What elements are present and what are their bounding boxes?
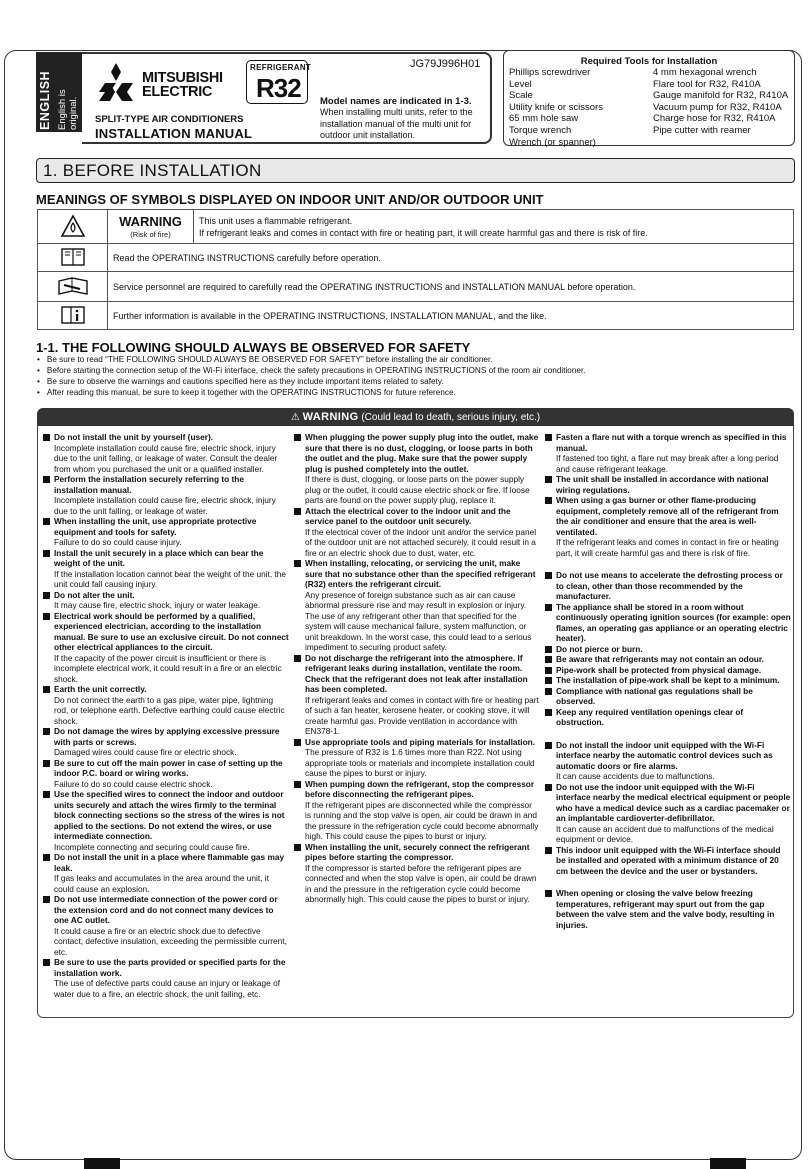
tool-item: Gauge manifold for R32, R410A — [653, 90, 789, 102]
warning-item-detail: Do not connect the earth to a gas pipe, water pipe, lightning rod, or telephone earth. Defective earthing could cause electric shock. — [54, 694, 285, 726]
bullet-square-icon — [545, 847, 552, 854]
bullet-square-icon — [545, 709, 552, 716]
bullet-square-icon — [294, 844, 301, 851]
section-title: 1. BEFORE INSTALLATION — [43, 161, 262, 180]
warning-item-heading: Do not install the unit by yourself (user). — [54, 432, 214, 442]
bullet-square-icon — [545, 688, 552, 695]
warning-bar — [37, 408, 794, 426]
warning-item-detail: Incomplete installation could cause fire, electric shock, injury due to the unit falling, or leakage of water. Consult the dealer from whom you purchased the unit or a qualified installer. — [54, 442, 278, 474]
bullet-square-icon — [545, 646, 552, 653]
warning-item — [545, 665, 791, 676]
warning-item-heading: The installation of pipe-work shall be kept to a minimum. — [556, 675, 780, 685]
warning-item-detail: If there is dust, clogging, or loose parts on the power supply plug or the outlet, it could cause electric shock or fire. If loose parts are found on the power supply plug, replace it. — [305, 474, 530, 505]
language-label: ENGLISH — [38, 70, 52, 130]
warning-item-heading: Earth the unit correctly. — [54, 684, 147, 694]
warning-item — [43, 684, 289, 726]
warning-item-heading: Use appropriate tools and piping materials for installation. — [305, 736, 536, 747]
warning-item-detail: If refrigerant leaks and comes in contact with fire or heating part of such a fan heater, kerosene heater, or cooking stove, it will create harmful gas. Provide ventilation in accordance with EN378-1. — [305, 694, 539, 736]
bullet-square-icon — [545, 742, 552, 749]
warning-sub: (Risk of fire) — [130, 230, 171, 239]
warning-item — [294, 558, 540, 653]
bullet-square-icon — [294, 560, 301, 567]
warning-item — [545, 570, 791, 602]
bullet-square-icon — [545, 434, 552, 441]
info-text: Further information is available in the OPERATING INSTRUCTIONS, INSTALLATION MANUAL, and the like. — [108, 302, 794, 330]
warning-item-heading: Install the unit securely in a place which can bear the weight of the unit. — [54, 547, 264, 568]
warning-item — [43, 789, 289, 852]
models-note — [320, 96, 488, 141]
symbol-row-read — [38, 244, 794, 272]
warning-item — [294, 737, 540, 779]
safety-heading: 1-1. THE FOLLOWING SHOULD ALWAYS BE OBSERVED FOR SAFETY — [36, 340, 471, 355]
warning-item-heading: When installing the unit, use appropriate protective equipment and tools for safety. — [54, 516, 257, 537]
warning-item-heading: Be sure to use the parts provided or specified parts for the installation work. — [54, 957, 286, 978]
warning-item-heading: Use the specified wires to connect the indoor and outdoor units securely and attach the wires firmly to the terminal block connecting sections so the stress of the wires is not applied to the sections. Do not extend the wires, or use intermediate connection. — [54, 789, 285, 841]
symbols-table — [37, 209, 794, 330]
warning-item-detail: Incomplete connecting and securing could cause fire. — [54, 841, 250, 852]
warning-item-heading: Pipe-work shall be protected from physical damage. — [556, 664, 762, 675]
warning-item — [43, 957, 289, 999]
warning-item-heading: The appliance shall be stored in a room without continuously operating ignition sources (for example: open flames, an operating gas appliance or an operating electric heater). — [556, 601, 791, 643]
bullet-square-icon — [294, 434, 301, 441]
warning-item-heading: Do not install the indoor unit equipped with the Wi-Fi interface nearby the automatic control devices such as automatic doors or fire alarms. — [556, 739, 773, 771]
warning-item — [545, 782, 791, 845]
warning-item-heading: Do not use means to accelerate the defrosting process or to clean, other than those recommended by the manufacturer. — [556, 570, 783, 601]
warning-item — [545, 707, 791, 728]
warning-item-heading: This indoor unit equipped with the Wi-Fi interface should be installed and operated with a minimum distance of 20 cm between the device and the user or bystanders. — [556, 844, 781, 876]
warning-line2: If refrigerant leaks and comes in contact with fire or heating part, it will create harmful gas and there is risk of fire. — [199, 227, 648, 238]
bullet-square-icon — [43, 476, 50, 483]
read-instructions-text: Read the OPERATING INSTRUCTIONS carefully before operation. — [108, 244, 794, 272]
warning-item-detail: The pressure of R32 is 1.6 times more than R22. Not using appropriate tools or materials and incomplete installation could cause the pipes to burst or injury. — [305, 747, 535, 778]
section-header — [36, 158, 795, 183]
warning-item-heading: When opening or closing the valve below freezing temperatures, refrigerant may spurt out from the gap between the valve stem and the valve body, resulting in injuries. — [556, 888, 775, 930]
warning-label-cell — [108, 210, 194, 244]
warning-item-detail: Any presence of foreign substance such as air can cause abnormal pressure rise and may result in explosion or injury. The use of any refrigerant other than that specified for the system will cause mechanical failure, system malfunction, or unit breakdown. In the worst case, this could lead to a serious impediment to securing product safety. — [305, 589, 532, 652]
required-tools-box — [503, 50, 795, 146]
warning-item-heading: Do not use intermediate connection of the power cord or the extension cord and do not connect many devices to one AC outlet. — [54, 894, 278, 925]
warning-item-detail: Damaged wires could cause fire or electric shock. — [54, 747, 237, 757]
warning-column-3 — [545, 432, 791, 930]
original-note: English is original. — [57, 89, 79, 130]
warning-item-detail: If gas leaks and accumulates in the area around the unit, it could cause an explosion. — [54, 873, 269, 894]
warning-item-detail: If the installation location cannot bear the weight of the unit, the unit could fall causing injury. — [54, 568, 287, 589]
service-text: Service personnel are required to carefully read the OPERATING INSTRUCTIONS and INSTALLATION MANUAL before operation. — [108, 272, 794, 302]
warning-item-detail: If the refrigerant leaks and comes in contact in fire or heating part, it will create harmful gas and there is risk of fire. — [556, 537, 779, 558]
bullet-square-icon — [545, 497, 552, 504]
warning-item — [545, 474, 791, 495]
warning-bar-text: (Could lead to death, serious injury, etc.) — [361, 412, 541, 423]
warning-item-detail: It could cause a fire or an electric shock due to defective contact, defective insulation, exceeding the permissible current, etc. — [54, 925, 287, 957]
warning-item — [294, 653, 540, 737]
tool-item: Flare tool for R32, R410A — [653, 78, 761, 90]
refrigerant-label: REFRIGERANT — [250, 63, 312, 72]
safety-bullet: • Before starting the connection setup of the Wi-Fi interface, check the safety precautions in OPERATING INSTRUCTIONS of the room air conditioner. — [37, 365, 586, 376]
warning-item-detail: It can cause accidents due to malfunctions. — [556, 771, 715, 781]
tool-item — [653, 137, 797, 149]
warning-item-heading: Do not damage the wires by applying excessive pressure with parts or screws. — [54, 726, 280, 747]
bullet-square-icon — [43, 760, 50, 767]
warning-item-heading: Do not pierce or burn. — [556, 643, 643, 654]
warning-item-heading: Electrical work should be performed by a qualified, experienced electrician, according to the installation manual. Be sure to use an exclusive circuit. Do not connect other electrical appliances to the circuit. — [54, 610, 289, 652]
service-manual-icon — [38, 272, 108, 302]
safety-bullet: • Be sure to read “THE FOLLOWING SHOULD ALWAYS BE OBSERVED FOR SAFETY” before installing the air conditioner. — [37, 354, 586, 365]
warning-item — [294, 779, 540, 842]
manual-title: INSTALLATION MANUAL — [95, 126, 253, 141]
page-tab-right — [710, 1158, 746, 1169]
symbol-row-info — [38, 302, 794, 330]
warning-item — [294, 842, 540, 905]
brand-line2: ELECTRIC — [142, 84, 213, 100]
symbol-row-service — [38, 272, 794, 302]
warning-item-heading: Be aware that refrigerants may not contain an odour. — [556, 654, 764, 664]
warning-item-heading: When pumping down the refrigerant, stop the compressor before disconnecting the refrigerant pipes. — [305, 778, 535, 799]
warning-item — [43, 852, 289, 894]
bullet-square-icon — [43, 959, 50, 966]
bullet-square-icon — [43, 854, 50, 861]
warning-item-heading: Attach the electrical cover to the indoor unit and the service panel to the outdoor unit securely. — [305, 505, 511, 526]
brand-name — [142, 71, 223, 99]
bullet-square-icon — [545, 656, 552, 663]
warning-item-detail: If fastened too tight, a flare nut may break after a long period and cause refrigerant leakage. — [556, 453, 779, 474]
warning-column-2 — [294, 432, 540, 905]
warning-item-heading: When installing the unit, securely connect the refrigerant pipes before starting the compressor. — [305, 841, 530, 862]
tool-item: Charge hose for R32, R410A — [653, 113, 776, 125]
warning-item-heading: When using a gas burner or other flame-producing equipment, completely remove all of the refrigerant from the air conditioner and ensure that the area is well-ventilated. — [556, 495, 779, 537]
warning-item-detail: If the refrigerant pipes are disconnected while the compressor is running and the stop valve is open, air could be drawn in and the pressure in the refrigeration cycle could become abnormally high. This could cause the pipes to burst or injury. — [305, 799, 539, 841]
warning-column-1 — [43, 432, 289, 999]
bullet-square-icon — [545, 476, 552, 483]
warning-item-heading: Fasten a flare nut with a torque wrench as specified in this manual. — [556, 432, 787, 453]
warning-item — [545, 740, 791, 782]
bullet-square-icon — [294, 508, 301, 515]
tool-item: Pipe cutter with reamer — [653, 124, 751, 136]
warning-label: WARNING — [119, 214, 182, 229]
bullet-square-icon — [43, 550, 50, 557]
tool-item: Vacuum pump for R32, R410A — [653, 101, 782, 113]
tools-title: Required Tools for Installation — [580, 56, 718, 67]
tool-item: Phillips screwdriver — [509, 67, 591, 78]
refrigerant-value: R32 — [256, 73, 301, 103]
symbol-row-warning — [38, 210, 794, 244]
fire-warning-icon — [38, 210, 108, 244]
bullet-square-icon — [545, 604, 552, 611]
document-code: JG79J996H01 — [410, 58, 481, 70]
warning-item-heading: When plugging the power supply plug into the outlet, make sure that there is no dust, clogging, or loose parts in both the outlet and the plug. Make sure that the power supply plug is pushed completely into the outlet. — [305, 432, 539, 474]
warning-item-heading: Do not use the indoor unit equipped with the Wi-Fi interface nearby the medical electrical equipment or people who have a medical device such as a cardiac pacemaker or an implantable cardioverter-defibrillator. — [556, 781, 791, 823]
warning-item — [43, 894, 289, 957]
bullet-square-icon — [43, 434, 50, 441]
tool-item: Torque wrench — [509, 124, 572, 136]
warning-item — [545, 888, 791, 930]
bullet-square-icon — [43, 791, 50, 798]
warning-item-heading: Do not alter the unit. — [54, 589, 135, 600]
warning-item — [545, 675, 791, 686]
tool-item: Scale — [509, 90, 533, 102]
bullet-square-icon — [545, 784, 552, 791]
warning-item — [43, 590, 289, 611]
warning-line1: This unit uses a flammable refrigerant. — [199, 215, 353, 226]
tool-item: Utility knife or scissors — [509, 101, 603, 113]
warning-item — [545, 686, 791, 707]
warning-item — [43, 516, 289, 548]
warning-item — [294, 506, 540, 559]
warning-bar-label: WARNING — [302, 411, 359, 423]
warning-item-detail: If the electrical cover of the indoor unit and/or the service panel of the outdoor unit are not attached securely, it could result in a fire or an electric shock due to dust, water, etc. — [305, 526, 537, 558]
brand-line1: MITSUBISHI — [142, 70, 223, 86]
bullet-square-icon — [294, 781, 301, 788]
book-icon — [38, 244, 108, 272]
warning-item-heading: Do not discharge the refrigerant into the atmosphere. If refrigerant leaks during installation, ventilate the room. Check that the refrigerant does not leak after installation has been completed. — [305, 652, 528, 694]
bullet-square-icon — [294, 655, 301, 662]
warning-item-heading: When installing, relocating, or servicing the unit, make sure that no substance other than the specified refrigerant (R32) enters the refrigerant circuit. — [305, 558, 536, 589]
warning-triangle-icon: ⚠ — [290, 412, 300, 423]
warning-item — [545, 845, 791, 877]
warning-item-detail: It can cause an accident due to malfunctions of the medical equipment or device. — [556, 823, 774, 844]
safety-bullet: • Be sure to observe the warnings and cautions specified here as they include important items related to safety. — [37, 376, 586, 387]
warning-item-detail: If the capacity of the power circuit is insufficient or there is incomplete electrical work, it could result in a fire or an electric shock. — [54, 652, 282, 684]
warning-item-detail: It may cause fire, electric shock, injury or water leakage. — [54, 600, 261, 610]
warning-item-heading: Keep any required ventilation openings clear of obstruction. — [556, 706, 744, 727]
bullet-square-icon — [43, 686, 50, 693]
warning-item-heading: Compliance with national gas regulations shall be observed. — [556, 685, 753, 706]
bullet-square-icon — [43, 592, 50, 599]
warning-item — [294, 432, 540, 506]
models-text: When installing multi units, refer to the installation manual of the multi unit for outdoor unit installation. — [320, 107, 473, 140]
bullet-square-icon — [43, 518, 50, 525]
warning-item-detail: Failure to do so could cause electric shock. — [54, 778, 213, 789]
warning-item — [545, 432, 791, 474]
group-spacer — [545, 558, 791, 570]
warning-item — [43, 758, 289, 790]
tools-list — [504, 67, 794, 148]
warning-item — [43, 611, 289, 685]
safety-bullets — [37, 354, 586, 398]
warning-item-heading: Perform the installation securely referring to the installation manual. — [54, 474, 244, 495]
tool-item: 4 mm hexagonal wrench — [653, 67, 757, 78]
warning-item — [545, 495, 791, 558]
warning-item-detail: Incomplete installation could cause fire, electric shock, injury due to the unit falling, or leakage of water. — [54, 495, 276, 516]
info-book-icon — [38, 302, 108, 330]
warning-item — [43, 432, 289, 474]
models-title: Model names are indicated in 1-3. — [320, 96, 472, 107]
meanings-heading: MEANINGS OF SYMBOLS DISPLAYED ON INDOOR UNIT AND/OR OUTDOOR UNIT — [36, 192, 544, 207]
warning-item-detail: Failure to do so could cause injury. — [54, 537, 182, 547]
warning-item — [545, 644, 791, 655]
bullet-square-icon — [294, 739, 301, 746]
bullet-square-icon — [43, 896, 50, 903]
warning-item-detail: If the compressor is started before the refrigerant pipes are connected and when the stop valve is open, air could be drawn in and the pressure in the refrigeration cycle could become abnormally high. This could cause the pipes to burst or injury. — [305, 862, 537, 904]
bullet-square-icon — [43, 613, 50, 620]
warning-item-heading: Be sure to cut off the main power in case of setting up the indoor P.C. board or wiring works. — [54, 757, 283, 778]
warning-text — [194, 210, 794, 244]
bullet-square-icon — [43, 728, 50, 735]
warning-item — [43, 474, 289, 516]
product-type: SPLIT-TYPE AIR CONDITIONERS — [95, 114, 244, 125]
bullet-square-icon — [545, 677, 552, 684]
tool-item: 65 mm hole saw — [509, 113, 579, 125]
safety-bullet: • After reading this manual, be sure to keep it together with the OPERATING INSTRUCTIONS for future reference. — [37, 387, 586, 398]
bullet-square-icon — [545, 572, 552, 579]
page-tab-left — [84, 1158, 120, 1169]
tool-item: Level — [509, 78, 532, 90]
warning-item-heading: The unit shall be installed in accordance with national wiring regulations. — [556, 474, 769, 495]
bullet-square-icon — [545, 667, 552, 674]
language-tab — [36, 52, 82, 132]
three-diamonds-logo-icon — [96, 62, 136, 102]
warning-item — [43, 548, 289, 590]
warning-item-heading: Do not install the unit in a place where flammable gas may leak. — [54, 852, 285, 873]
warning-item — [545, 654, 791, 665]
warning-item — [43, 726, 289, 758]
group-spacer — [545, 728, 791, 740]
warning-item — [545, 602, 791, 644]
group-spacer — [545, 876, 791, 888]
bullet-square-icon — [545, 890, 552, 897]
warning-item-detail: The use of defective parts could cause an injury or leakage of water due to a fire, an electric shock, the unit falling, etc. — [54, 978, 280, 999]
tool-item: Wrench (or spanner) — [509, 136, 596, 148]
